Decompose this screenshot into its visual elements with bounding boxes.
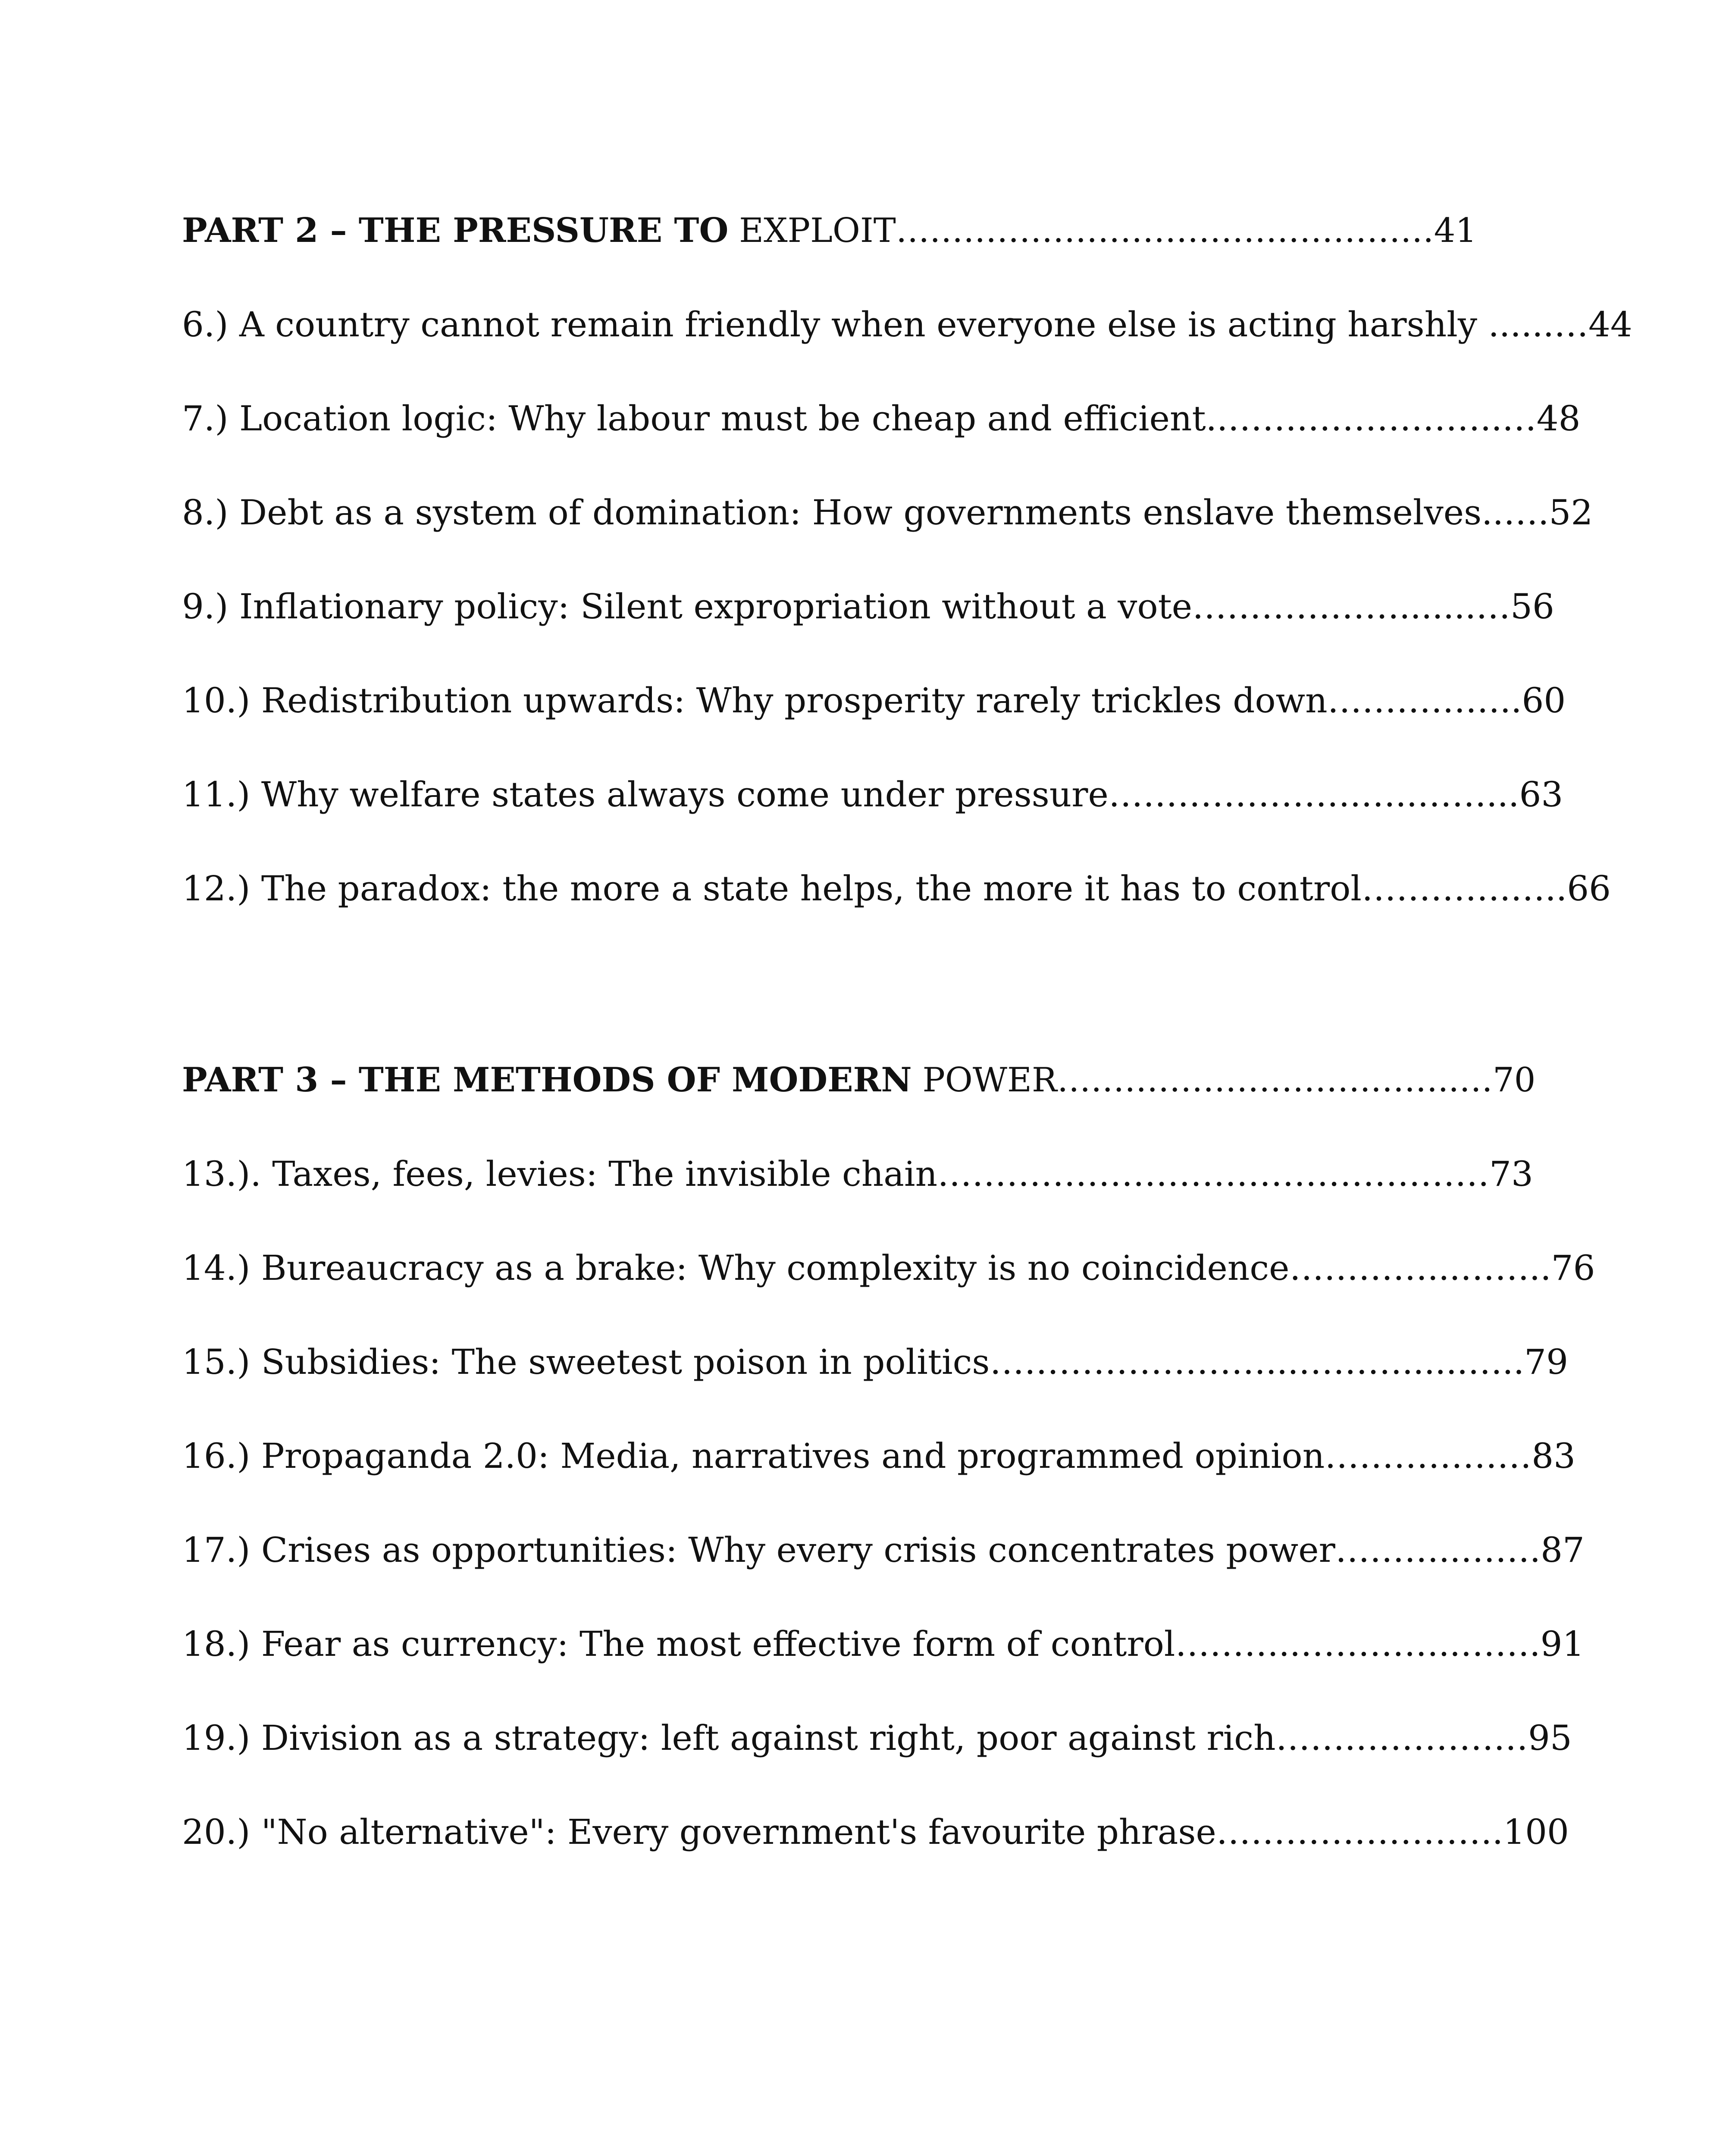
part-heading-rest: POWER……………………….……..…70 [911, 1061, 1536, 1100]
toc-entry: 14.) Bureaucracy as a brake: Why complexity is no coincidence…………...……..76 [182, 1248, 1595, 1288]
toc-entry: 12.) The paradox: the more a state helps, the more it has to control………….…..66 [182, 868, 1611, 909]
toc-entry: 17.) Crises as opportunities: Why every crisis concentrates power………..…….87 [182, 1530, 1585, 1570]
toc-entry: 13.). Taxes, fees, levies: The invisible chain…………………………………………73 [182, 1154, 1533, 1194]
part-heading-bold: PART 2 – THE PRESSURE TO [182, 211, 729, 250]
part-heading-bold: PART 3 – THE METHODS OF MODERN [182, 1060, 912, 1100]
toc-entry: 10.) Redistribution upwards: Why prosperity rarely trickles down……………..60 [182, 680, 1566, 721]
toc-part-3 [182, 1052, 1595, 1898]
part-heading [182, 1052, 1536, 1146]
toc-entry: 11.) Why welfare states always come under pressure………………….…..……...63 [182, 774, 1563, 815]
toc-entry: 20.) "No alternative": Every government's favourite phrase…………………….100 [182, 1812, 1569, 1852]
toc-entry: 8.) Debt as a system of domination: How governments enslave themselves..….52 [182, 492, 1593, 533]
toc-entry: 6.) A country cannot remain friendly when everyone else is acting harshly ......…44 [182, 304, 1632, 345]
toc-entry: 16.) Propaganda 2.0: Media, narratives and programmed opinion………………83 [182, 1436, 1576, 1476]
part-heading [182, 203, 1519, 297]
toc-entry: 15.) Subsidies: The sweetest poison in politics……………………...………......…..79 [182, 1342, 1568, 1382]
toc-entry: 18.) Fear as currency: The most effective form of control………..…………..…….91 [182, 1624, 1585, 1664]
toc-entry: 9.) Inflationary policy: Silent expropriation without a vote……………….......…56 [182, 586, 1554, 627]
toc-entry: 7.) Location logic: Why labour must be cheap and efficient..…….……………..…48 [182, 398, 1581, 439]
toc-part-2 [182, 203, 1632, 955]
toc-entry: 19.) Division as a strategy: left against right, poor against rich…….……………95 [182, 1718, 1572, 1758]
part-heading-rest: EXPLOIT…………………………………………41 [728, 211, 1477, 250]
